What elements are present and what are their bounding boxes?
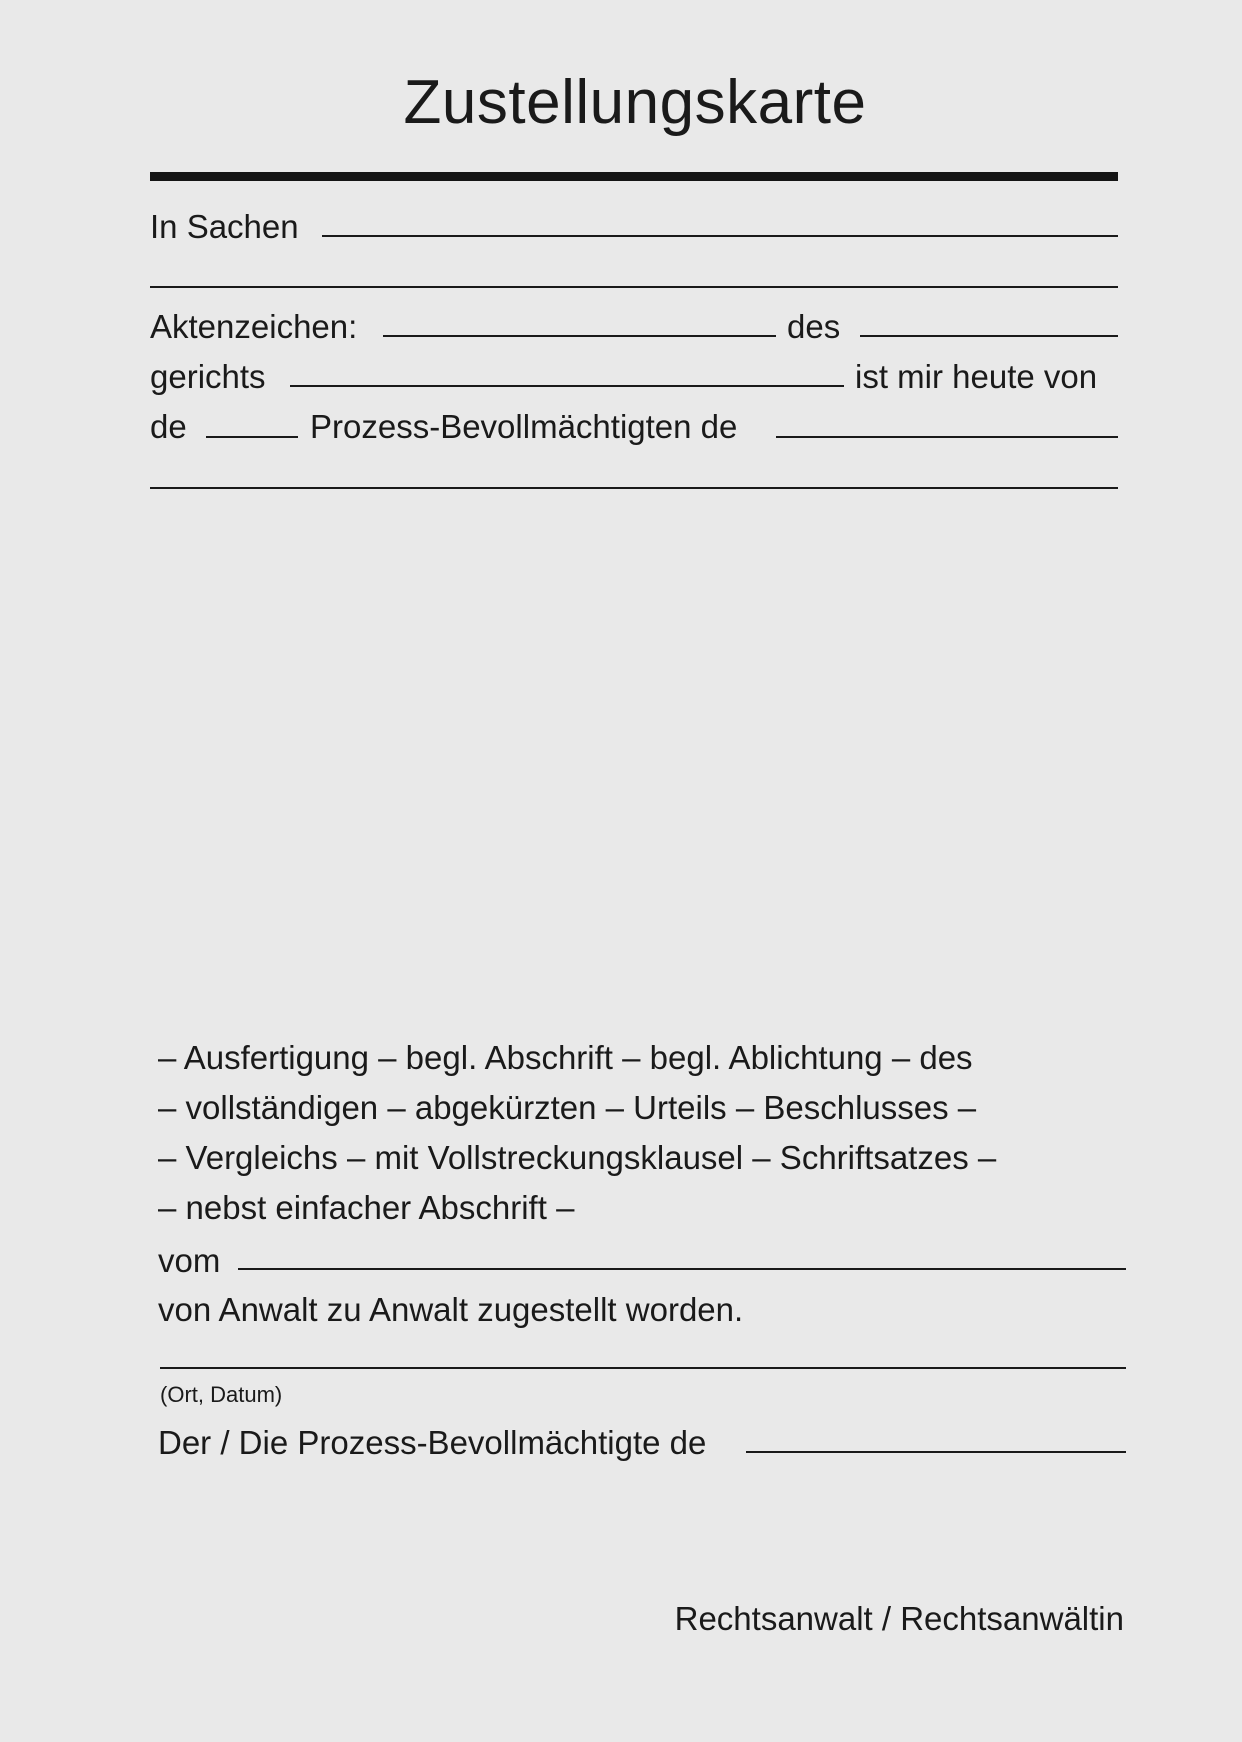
label-aktenzeichen: Aktenzeichen: <box>150 308 358 345</box>
label-vom: vom <box>158 1242 221 1279</box>
options-line-2: – vollständigen – abgekürzten – Urteils – Beschlusses – <box>158 1089 977 1126</box>
de-suffix-field[interactable] <box>206 436 298 438</box>
options-line-3: – Vergleichs – mit Vollstreckungsklausel – Schriftsatzes – <box>158 1139 997 1176</box>
partei-field[interactable] <box>776 436 1118 438</box>
vom-date-field[interactable] <box>238 1268 1126 1270</box>
title-underline <box>150 172 1118 181</box>
in-sachen-field[interactable] <box>322 235 1118 237</box>
bevollmaechtigter-field[interactable] <box>746 1451 1126 1453</box>
gerichts-field[interactable] <box>290 385 844 387</box>
gericht-name-field[interactable] <box>860 335 1118 337</box>
label-gerichts: gerichts <box>150 358 266 395</box>
label-ist-mir-heute-von: ist mir heute von <box>855 358 1098 395</box>
ort-datum-field[interactable] <box>160 1367 1126 1369</box>
label-in-sachen: In Sachen <box>150 208 299 245</box>
partei-field-line-2[interactable] <box>150 487 1118 489</box>
form-title: Zustellungskarte <box>403 68 867 137</box>
label-ort-datum: (Ort, Datum) <box>160 1382 283 1407</box>
label-de: de <box>150 408 187 445</box>
zugestellt-statement: von Anwalt zu Anwalt zugestellt worden. <box>158 1291 744 1328</box>
options-line-1: – Ausfertigung – begl. Abschrift – begl. Ablichtung – des <box>158 1039 973 1076</box>
label-der-die-prozess-bevollmaechtigte: Der / Die Prozess-Bevollmächtigte de <box>158 1424 707 1461</box>
in-sachen-field-line-2[interactable] <box>150 286 1118 288</box>
label-prozess-bevollmaechtigten-de: Prozess-Bevollmächtigten de <box>310 408 738 445</box>
signature-label: Rechtsanwalt / Rechtsanwältin <box>674 1600 1124 1637</box>
options-line-4: – nebst einfacher Abschrift – <box>158 1189 575 1226</box>
label-des: des <box>787 308 841 345</box>
aktenzeichen-field[interactable] <box>383 335 776 337</box>
